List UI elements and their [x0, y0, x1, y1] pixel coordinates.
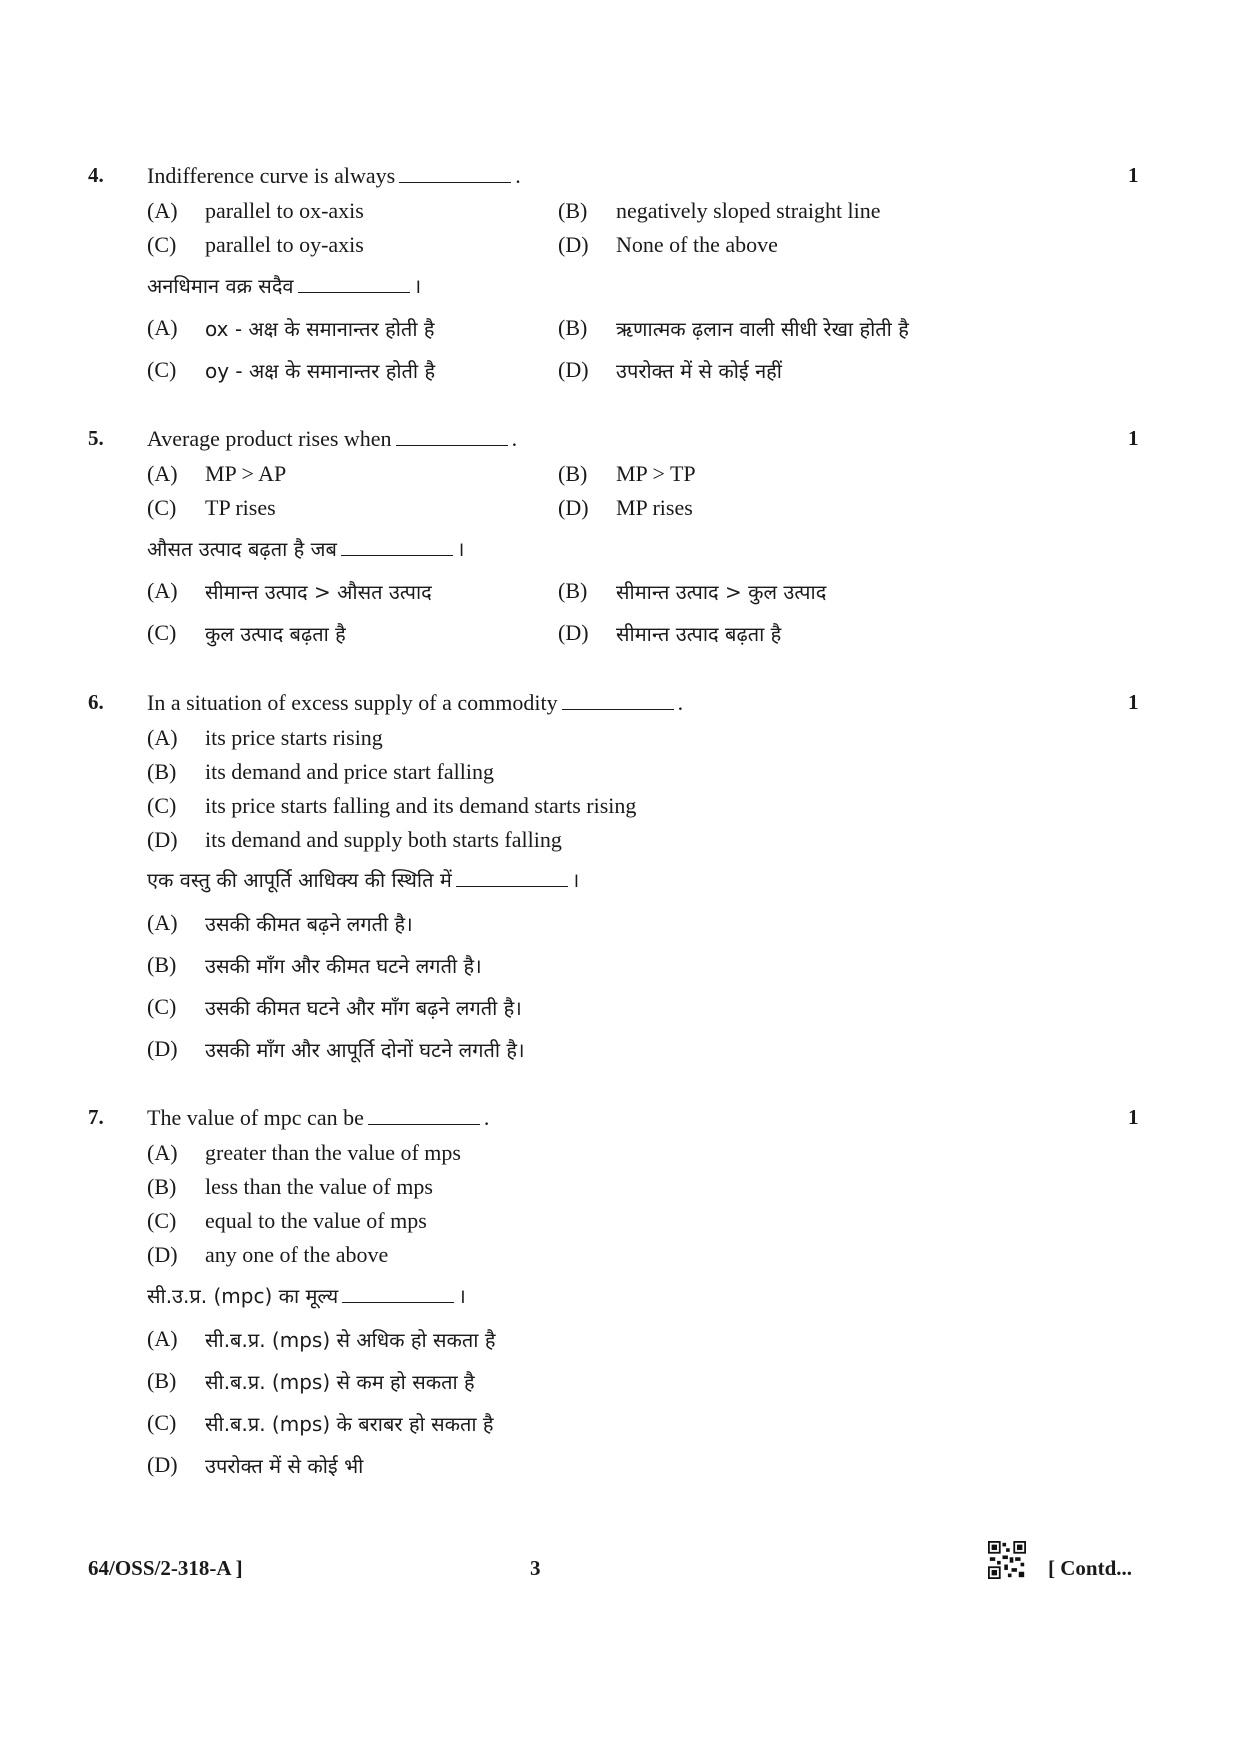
- option-label: (B): [558, 198, 588, 223]
- option-label: (B): [147, 952, 177, 977]
- question-stem: Indifference curve is always .: [147, 163, 521, 188]
- question-stem-hindi: अनधिमान वक्र सदैव ।: [147, 274, 422, 298]
- question-stem: The value of mpc can be .: [147, 1105, 490, 1130]
- option-text: MP rises: [616, 495, 693, 520]
- option-text: सी.ब.प्र. (mps) से अधिक हो सकता है: [205, 1328, 496, 1352]
- option-text: उसकी माँग और कीमत घटने लगती है।: [205, 954, 482, 978]
- option-label: (D): [558, 232, 589, 257]
- option-label: (C): [147, 232, 177, 257]
- option-text: its demand and supply both starts falling: [205, 827, 562, 852]
- qr-code-icon: [988, 1541, 1026, 1579]
- option-text: उपरोक्त में से कोई भी: [205, 1454, 364, 1478]
- option-text: MP > AP: [205, 461, 287, 486]
- option-label: (C): [147, 994, 177, 1019]
- question-number: 6.: [88, 690, 104, 714]
- option-label: (B): [558, 315, 588, 340]
- question-stem-hindi: औसत उत्पाद बढ़ता है जब ।: [147, 537, 465, 561]
- option-label: (C): [147, 793, 177, 818]
- option-label: (B): [147, 759, 177, 784]
- option-text: None of the above: [616, 232, 778, 257]
- option-label: (C): [147, 620, 177, 645]
- page-number: 3: [530, 1556, 541, 1580]
- question-stem-hindi: सी.उ.प्र. (mpc) का मूल्य ।: [147, 1284, 466, 1308]
- option-text: oy - अक्ष के समानान्तर होती है: [205, 359, 436, 383]
- option-label: (A): [147, 315, 178, 340]
- option-label: (B): [558, 461, 588, 486]
- option-text: सी.ब.प्र. (mps) के बराबर हो सकता है: [205, 1412, 494, 1436]
- option-label: (D): [558, 620, 589, 645]
- option-label: (D): [147, 1452, 178, 1477]
- option-label: (C): [147, 357, 177, 382]
- paper-code: 64/OSS/2-318-A ]: [88, 1556, 243, 1580]
- question-stem: In a situation of excess supply of a commodity .: [147, 690, 684, 715]
- option-text: parallel to ox-axis: [205, 198, 364, 223]
- option-label: (A): [147, 1326, 178, 1351]
- question-marks: 1: [1128, 163, 1139, 187]
- option-label: (A): [147, 1140, 178, 1165]
- question-number: 7.: [88, 1105, 104, 1129]
- option-text: negatively sloped straight line: [616, 198, 881, 223]
- option-text: parallel to oy-axis: [205, 232, 364, 257]
- option-label: (C): [147, 1410, 177, 1435]
- question-number: 5.: [88, 426, 104, 450]
- option-text: its price starts rising: [205, 725, 383, 750]
- option-text: सीमान्त उत्पाद > औसत उत्पाद: [205, 580, 432, 604]
- option-text: its demand and price start falling: [205, 759, 494, 784]
- option-text: ox - अक्ष के समानान्तर होती है: [205, 317, 435, 341]
- option-label: (D): [558, 495, 589, 520]
- question-marks: 1: [1128, 1105, 1139, 1129]
- option-text: सी.ब.प्र. (mps) से कम हो सकता है: [205, 1370, 475, 1394]
- option-label: (D): [558, 357, 589, 382]
- option-label: (D): [147, 1036, 178, 1061]
- option-text: any one of the above: [205, 1242, 389, 1267]
- option-text: its price starts falling and its demand starts rising: [205, 793, 637, 818]
- option-label: (A): [147, 578, 178, 603]
- option-text: less than the value of mps: [205, 1174, 433, 1199]
- option-label: (B): [147, 1368, 177, 1393]
- question-marks: 1: [1128, 426, 1139, 450]
- option-label: (A): [147, 198, 178, 223]
- option-text: उसकी कीमत घटने और माँग बढ़ने लगती है।: [205, 996, 522, 1020]
- option-text: उपरोक्त में से कोई नहीं: [616, 359, 782, 383]
- option-text: equal to the value of mps: [205, 1208, 427, 1233]
- question-marks: 1: [1128, 690, 1139, 714]
- option-text: ऋणात्मक ढ़लान वाली सीधी रेखा होती है: [616, 317, 909, 341]
- question-stem-hindi: एक वस्तु की आपूर्ति आधिक्य की स्थिति में ।: [147, 868, 580, 892]
- option-text: greater than the value of mps: [205, 1140, 461, 1165]
- option-text: उसकी माँग और आपूर्ति दोनों घटने लगती है।: [205, 1038, 525, 1062]
- question-number: 4.: [88, 163, 104, 187]
- option-label: (B): [147, 1174, 177, 1199]
- option-label: (D): [147, 1242, 178, 1267]
- continued-label: [ Contd...: [1048, 1556, 1133, 1580]
- option-label: (A): [147, 461, 178, 486]
- option-label: (A): [147, 725, 178, 750]
- option-text: TP rises: [205, 495, 276, 520]
- option-label: (B): [558, 578, 588, 603]
- option-text: सीमान्त उत्पाद बढ़ता है: [616, 622, 782, 646]
- option-label: (C): [147, 1208, 177, 1233]
- option-text: MP > TP: [616, 461, 696, 486]
- option-label: (A): [147, 910, 178, 935]
- option-text: उसकी कीमत बढ़ने लगती है।: [205, 912, 413, 936]
- option-text: कुल उत्पाद बढ़ता है: [205, 622, 346, 646]
- option-label: (C): [147, 495, 177, 520]
- option-text: सीमान्त उत्पाद > कुल उत्पाद: [616, 580, 827, 604]
- option-label: (D): [147, 827, 178, 852]
- question-stem: Average product rises when .: [147, 426, 518, 451]
